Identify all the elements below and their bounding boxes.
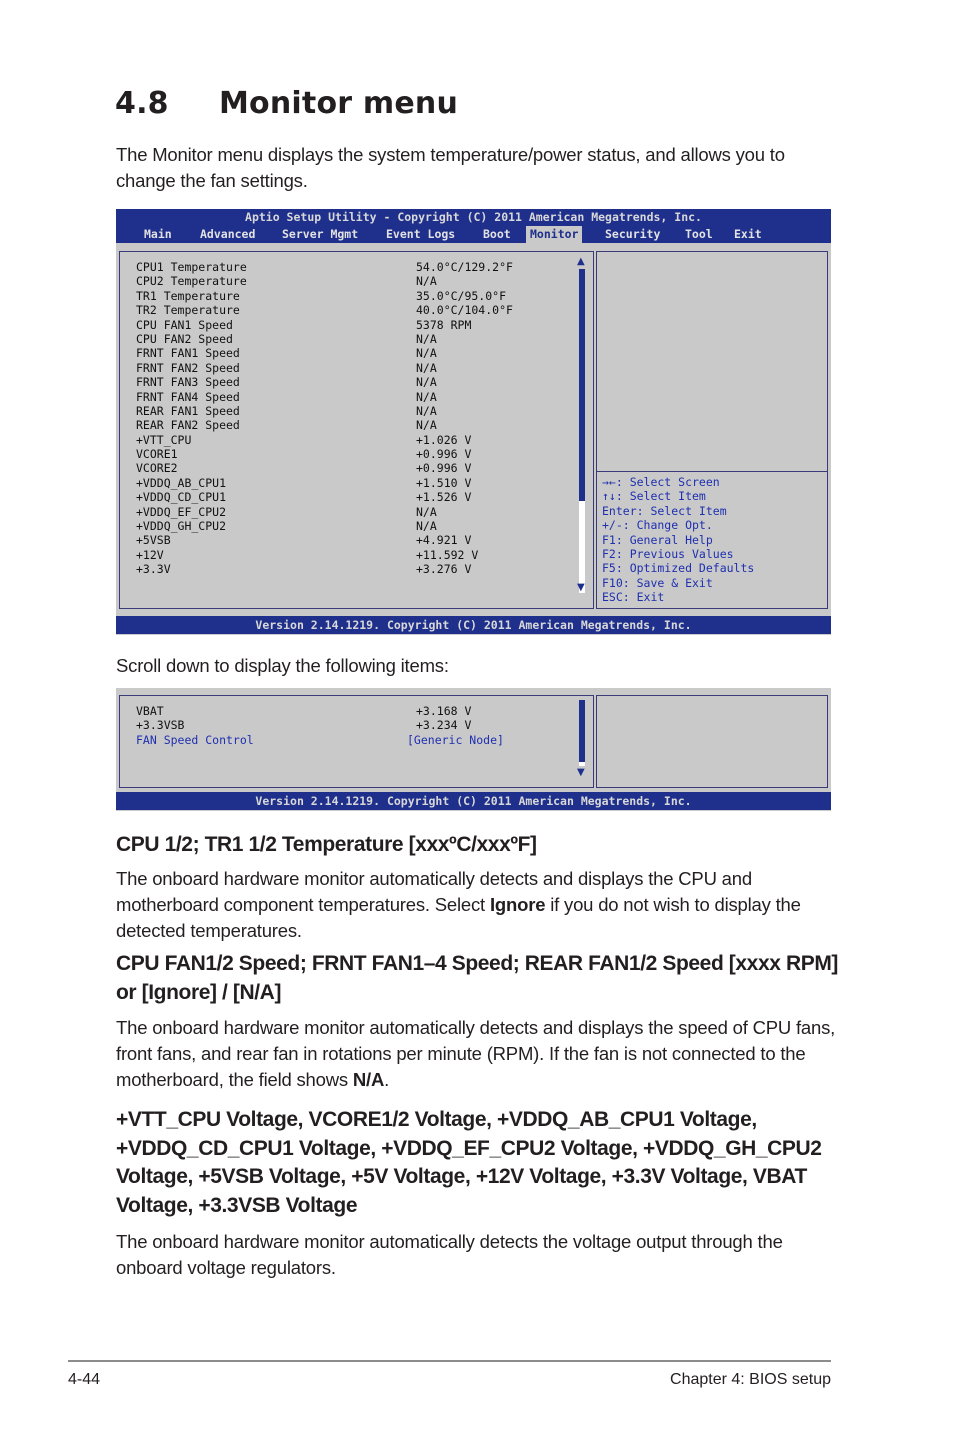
intro-paragraph: The Monitor menu displays the system temperature/power status, and allows you to change the fan settings. [116, 144, 785, 191]
help-line: ESC: Exit [602, 590, 665, 605]
bios-row[interactable]: +VDDQ_EF_CPU2 N/A [136, 504, 437, 519]
bios-row[interactable]: FRNT FAN3 Speed N/A [136, 375, 437, 390]
help-line: F2: Previous Values [602, 546, 734, 561]
scroll-up-icon[interactable]: ▲ [577, 256, 585, 267]
scroll-down-icon[interactable]: ▼ [577, 767, 585, 778]
section-number: 4.8 [115, 86, 169, 121]
bios-row[interactable]: VCORE1 +0.996 V [136, 447, 472, 462]
bios-version-footer: Version 2.14.1219. Copyright (C) 2011 American Megatrends, Inc. [116, 616, 831, 634]
chapter-label: Chapter 4: BIOS setup [670, 1371, 831, 1388]
help-line: F5: Optimized Defaults [602, 561, 755, 576]
scrollbar-thumb[interactable] [579, 700, 585, 762]
bios-row[interactable]: +5VSB +4.921 V [136, 533, 472, 548]
help-line: F10: Save & Exit [602, 575, 713, 590]
bios-menu-main[interactable]: Main [144, 227, 172, 241]
bios-row[interactable]: TR1 Temperature 35.0°C/95.0°F [136, 288, 507, 303]
bios-item-list [136, 704, 586, 747]
paragraph-temperature: The onboard hardware monitor automatically detects and displays the CPU and motherboard component temperatures. Select Ignore if you do not wish to display the detected temperatures. [116, 868, 801, 941]
help-line: F1: General Help [602, 532, 713, 547]
bios-row[interactable]: CPU FAN2 Speed N/A [136, 331, 437, 346]
bios-item-list [136, 260, 586, 577]
bios-row[interactable]: FRNT FAN4 Speed N/A [136, 389, 437, 404]
scrollbar-thumb[interactable] [579, 269, 585, 501]
bios-menu-tool[interactable]: Tool [685, 227, 713, 241]
bios-row[interactable]: +3.3VSB +3.234 V [136, 718, 472, 733]
bios-row[interactable]: CPU FAN1 Speed 5378 RPM [136, 317, 472, 332]
bios-menu-security[interactable]: Security [605, 227, 661, 241]
bios-row[interactable]: FRNT FAN2 Speed N/A [136, 360, 437, 375]
bios-menu-server-mgmt[interactable]: Server Mgmt [282, 227, 359, 241]
na-keyword: N/A [352, 1069, 385, 1090]
heading-voltage: +VTT_CPU Voltage, VCORE1/2 Voltage, +VDDQ_AB_CPU1 Voltage, +VDDQ_CD_CPU1 Voltage, +VDDQ_EF_CPU2 Voltage, +VDDQ_GH_CPU2 Voltage, +5VSB Voltage, +5V Voltage, +12V Voltage, +3.3V Voltage, VBAT Voltage, +3.3VSB Voltage [116, 1108, 822, 1217]
bios-row[interactable]: +VDDQ_GH_CPU2 N/A [136, 519, 437, 534]
bios-row[interactable]: +VDDQ_AB_CPU1 +1.510 V [136, 475, 472, 490]
footer-rule [68, 1360, 831, 1362]
bios-row[interactable]: +VDDQ_CD_CPU1 +1.526 V [136, 490, 472, 505]
bios-key-help [602, 475, 754, 605]
bios-row[interactable]: CPU1 Temperature 54.0°C/129.2°F [136, 260, 513, 274]
bios-row[interactable]: VCORE2 +0.996 V [136, 461, 472, 476]
help-line: Enter: Select Item [602, 503, 727, 518]
fan-speed-control-row[interactable]: FAN Speed Control [Generic Node] [136, 732, 504, 747]
bios-menu-exit[interactable]: Exit [734, 227, 762, 241]
bios-version-footer: Version 2.14.1219. Copyright (C) 2011 American Megatrends, Inc. [116, 792, 831, 810]
bios-row[interactable]: REAR FAN1 Speed N/A [136, 403, 437, 418]
bios-menu-advanced[interactable]: Advanced [200, 227, 256, 241]
bios-row[interactable]: FRNT FAN1 Speed N/A [136, 346, 437, 361]
bios-row[interactable]: REAR FAN2 Speed N/A [136, 418, 437, 433]
help-line: ↑↓: Select Item [602, 489, 706, 504]
scroll-note: Scroll down to display the following items: [116, 655, 449, 676]
ignore-keyword: Ignore [489, 894, 546, 915]
scroll-down-icon[interactable]: ▼ [577, 582, 585, 593]
help-line: →←: Select Screen [602, 475, 720, 489]
bios-row[interactable]: CPU2 Temperature N/A [136, 274, 437, 289]
section-title [115, 86, 458, 121]
bios-title: Aptio Setup Utility - Copyright (C) 2011 American Megatrends, Inc. [245, 210, 702, 224]
bios-menu-boot[interactable]: Boot [483, 227, 511, 241]
paragraph-voltage: The onboard hardware monitor automatically detects the voltage output through the onboard voltage regulators. [116, 1231, 783, 1278]
bios-row[interactable]: +3.3V +3.276 V [136, 562, 472, 577]
bios-menu-event-logs[interactable]: Event Logs [386, 227, 456, 241]
paragraph-fan-speed: The onboard hardware monitor automatically detects and displays the speed of CPU fans, front fans, and rear fan in rotations per minute (RPM). If the fan is not connected to the motherboard, the field shows N/A. [116, 1017, 836, 1090]
bios-header [116, 209, 831, 243]
bios-screen-scrolled [116, 688, 831, 811]
bios-help-panel [596, 695, 828, 788]
bios-menu-monitor[interactable]: Monitor [526, 226, 582, 243]
bios-row[interactable]: +12V +11.592 V [136, 547, 479, 562]
bios-row[interactable]: VBAT +3.168 V [136, 704, 472, 718]
heading-temperature: CPU 1/2; TR1 1/2 Temperature [xxxºC/xxxºF] [116, 833, 537, 856]
bios-row[interactable]: TR2 Temperature 40.0°C/104.0°F [136, 303, 513, 318]
heading-fan-speed: CPU FAN1/2 Speed; FRNT FAN1–4 Speed; REAR FAN1/2 Speed [xxxx RPM] or [Ignore] / [N/A] [116, 952, 839, 1004]
section-title-text: Monitor menu [219, 86, 459, 121]
bios-screen-main [116, 209, 831, 635]
bios-menu-bar [116, 226, 831, 243]
bios-row[interactable]: +VTT_CPU +1.026 V [136, 432, 472, 447]
help-line: +/-: Change Opt. [602, 518, 713, 533]
page-number: 4-44 [68, 1371, 101, 1388]
